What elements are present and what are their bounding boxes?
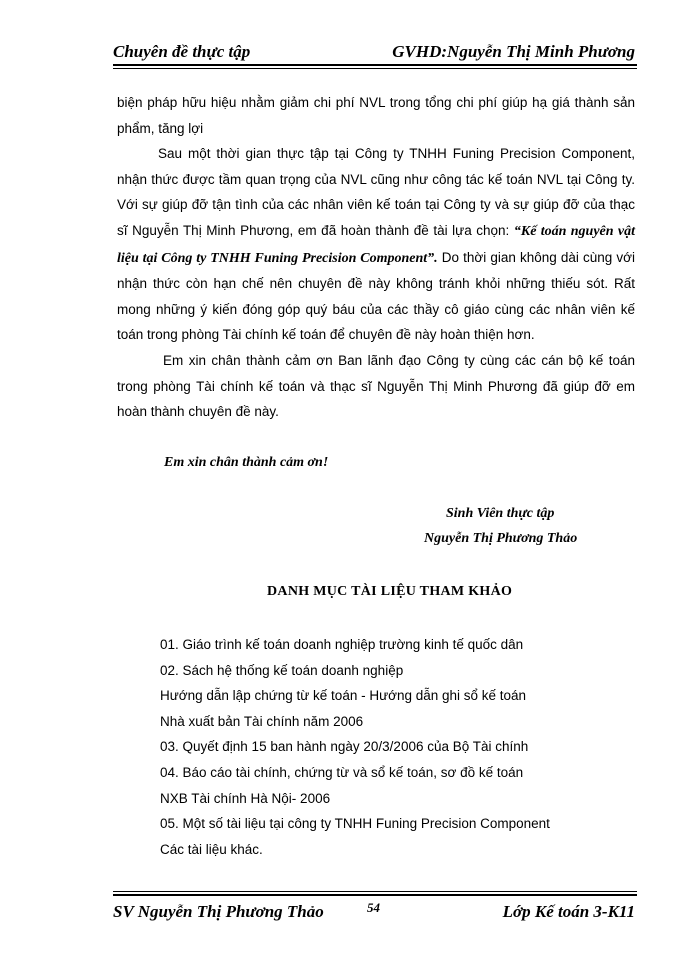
references-list <box>160 632 550 862</box>
paragraph-3: Em xin chân thành cảm ơn Ban lãnh đạo Công ty cùng các cán bộ kế toán trong phòng Tài chính kế toán và thạc sĩ Nguyễn Thị Minh Phương đã giúp đỡ em hoàn thành chuyên đề này. <box>117 352 635 420</box>
footer-rule-thick <box>113 894 637 896</box>
reference-item: 01. Giáo trình kế toán doanh nghiệp trường kinh tế quốc dân <box>160 637 524 652</box>
body-text <box>117 90 635 425</box>
reference-item: 02. Sách hệ thống kế toán doanh nghiệp <box>160 662 404 678</box>
paragraph-2-start: Sau một thời gian thực tập tại Công ty TNHH Funing Precision Component, nhận thức được tầm quan trọng của NVL cũng như công tác kế toán NVL tại Công ty. Với sự giúp đỡ tận tình của các nhân viên kế toán tại Công ty và sự giúp đỡ của thạc sĩ Nguyễn Thị Minh Phương, em đã hoàn thành đề tài lựa chọn: <box>117 146 635 238</box>
reference-item: Hướng dẫn lập chứng từ kế toán - Hướng dẫn ghi sổ kế toán <box>160 688 527 704</box>
thanks-line: Em xin chân thành cảm ơn! <box>164 455 329 470</box>
footer-rule-thin <box>113 891 637 892</box>
reference-item: Các tài liệu khác. <box>160 841 263 857</box>
references-title: DANH MỤC TÀI LIỆU THAM KHẢO <box>267 584 513 599</box>
reference-item: Nhà xuất bản Tài chính năm 2006 <box>160 713 364 729</box>
paragraph-2 <box>117 141 635 348</box>
footer-right: Lớp Kế toán 3-K11 <box>502 902 635 921</box>
page-header <box>113 40 635 64</box>
signature-role: Sinh Viên thực tập <box>446 506 555 521</box>
reference-item: 04. Báo cáo tài chính, chứng từ và sổ kế toán, sơ đồ kế toán <box>160 764 524 780</box>
reference-item: 03. Quyết định 15 ban hành ngày 20/3/2006 của Bộ Tài chính <box>160 739 529 755</box>
header-right: GVHD:Nguyễn Thị Minh Phương <box>392 42 635 61</box>
thesis-title: “Kế toán nguyên vật liệu tại Công ty TNHH Funing Precision Component”. <box>117 223 635 266</box>
header-left: Chuyên đề thực tập <box>113 42 251 61</box>
page-number: 54 <box>367 900 380 915</box>
header-rule-thin <box>113 68 637 69</box>
paragraph-2-end: Do thời gian không dài cùng với nhận thức còn hạn chế nên chuyên đề này không tránh khỏi những thiếu sót. Rất mong những ý kiến đóng góp quý báu của các thầy cô giáo cùng các nhân viên kế toán trong phòng Tài chính kế toán để chuyên đề này hoàn thiện hơn. <box>117 249 635 343</box>
footer-left: SV Nguyễn Thị Phương Thảo <box>113 902 324 921</box>
page-footer <box>113 900 635 924</box>
signature-name: Nguyễn Thị Phương Thảo <box>424 531 578 546</box>
header-rule-thick <box>113 64 637 66</box>
reference-item: 05. Một số tài liệu tại công ty TNHH Funing Precision Component <box>160 816 550 832</box>
reference-item: NXB Tài chính Hà Nội- 2006 <box>160 790 331 806</box>
paragraph-1: biện pháp hữu hiệu nhằm giảm chi phí NVL trong tổng chi phí giúp hạ giá thành sản phẩm, tăng lợi <box>117 95 635 136</box>
